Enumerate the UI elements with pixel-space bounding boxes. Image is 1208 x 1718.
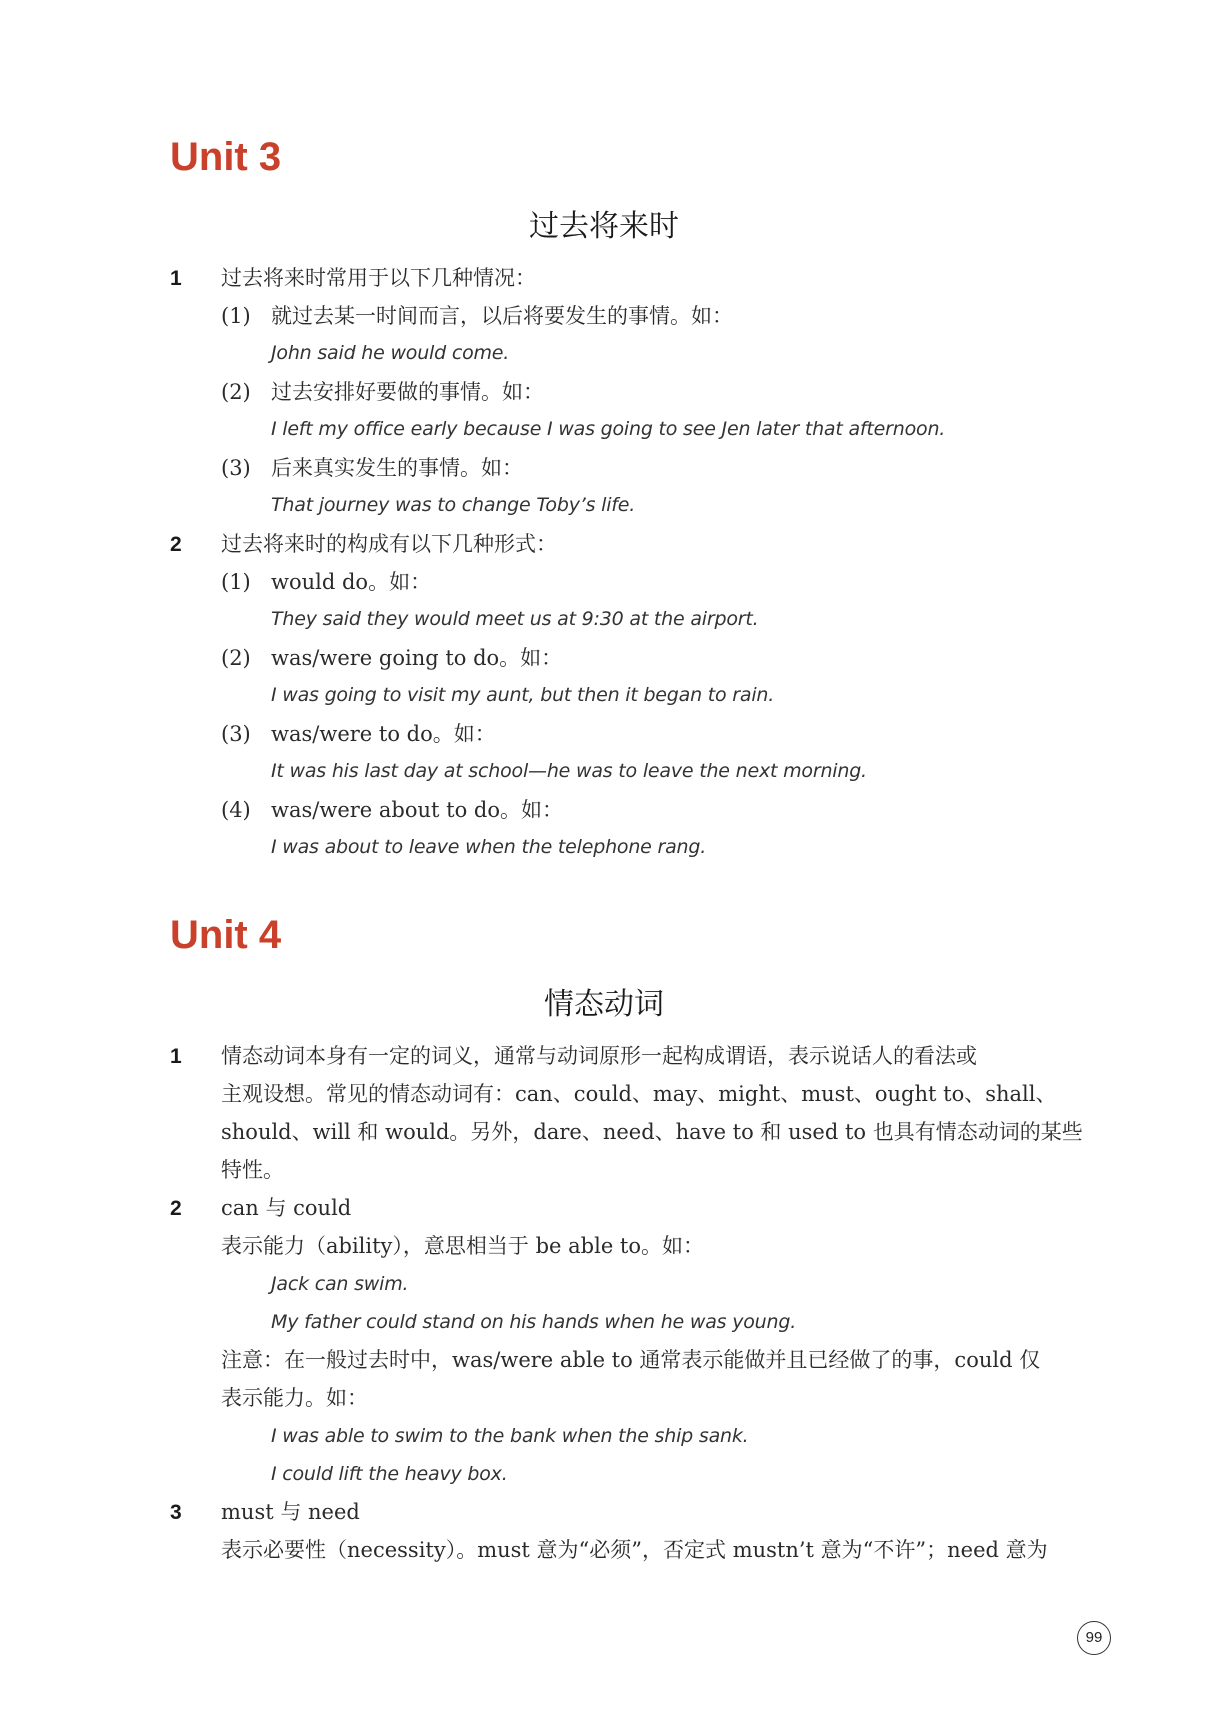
unit-3-point-1-text: 过去将来时常用于以下几种情况： [221, 266, 536, 290]
unit-3-point-2-item-1-example: They said they would meet us at 9:30 at the airport. [271, 608, 759, 630]
unit-4-point-2-example-1: Jack can swim. [271, 1273, 409, 1295]
unit-4-point-3-number: 3 [170, 1501, 182, 1524]
unit-4-point-2-note-line-1: 注意：在一般过去时中，was/were able to 通常表示能做并且已经做了的事，could 仅 [221, 1348, 1041, 1372]
unit-4-point-1-line-3: should、will 和 would。另外，dare、need、have to 和 used to 也具有情态动词的某些 [221, 1120, 1083, 1144]
unit-3-point-2-item-4-label: (4) [221, 798, 251, 822]
unit-4-point-1-line-2: 主观设想。常见的情态动词有：can、could、may、might、must、ought to、shall、 [221, 1082, 1057, 1106]
unit-3-point-2-item-1-text: would do。如： [271, 570, 432, 594]
unit-3-point-1-item-2-text: 过去安排好要做的事情。如： [271, 380, 544, 404]
unit-3-point-1-item-1-label: (1) [221, 304, 251, 328]
unit-4-point-1-line-4: 特性。 [221, 1158, 284, 1182]
unit-4-point-2-note-line-2: 表示能力。如： [221, 1386, 368, 1410]
unit-3-point-2-item-4-text: was/were about to do。如： [271, 798, 563, 822]
unit-3-point-1-item-3-example: That journey was to change Toby’s life. [271, 494, 636, 516]
unit-4-section-title: 情态动词 [544, 987, 664, 1022]
unit-3-point-1-item-2-example: I left my office early because I was going to see Jen later that afternoon. [271, 418, 946, 440]
unit-4-point-1-line-1: 情态动词本身有一定的词义，通常与动词原形一起构成谓语，表示说话人的看法或 [221, 1044, 977, 1068]
unit-3-point-2-item-4-example: I was about to leave when the telephone rang. [271, 836, 707, 858]
unit-4-point-2-example-2: My father could stand on his hands when he was young. [271, 1311, 797, 1333]
unit-3-point-1-number: 1 [170, 267, 182, 290]
page-number: 99 [1077, 1621, 1111, 1655]
unit-3-point-2-item-3-example: It was his last day at school—he was to leave the next morning. [271, 760, 867, 782]
unit-4-point-2-note-example-2: I could lift the heavy box. [271, 1463, 508, 1485]
unit-3-section-title: 过去将来时 [529, 209, 679, 244]
unit-3-point-2-item-2-text: was/were going to do。如： [271, 646, 563, 670]
unit-4-point-2-heading: can 与 could [221, 1196, 352, 1220]
unit-4-heading: Unit 4 [170, 913, 282, 957]
unit-3-point-2-item-1-label: (1) [221, 570, 251, 594]
unit-3-heading: Unit 3 [170, 135, 282, 179]
unit-4-point-2-number: 2 [170, 1197, 182, 1220]
unit-4-point-2-note-example-1: I was able to swim to the bank when the ship sank. [271, 1425, 749, 1447]
unit-4-point-1-number: 1 [170, 1045, 182, 1068]
unit-3-point-1-item-1-example: John said he would come. [271, 342, 510, 364]
unit-4-point-3-intro: 表示必要性（necessity）。must 意为“必须”，否定式 mustn’t 意为“不许”；need 意为 [221, 1538, 1048, 1562]
unit-3-point-1-item-3-label: (3) [221, 456, 251, 480]
unit-3-point-1-item-2-label: (2) [221, 380, 251, 404]
unit-3-point-2-item-3-label: (3) [221, 722, 251, 746]
unit-3-point-2-item-2-example: I was going to visit my aunt, but then it began to rain. [271, 684, 775, 706]
unit-3-point-1-item-1-text: 就过去某一时间而言，以后将要发生的事情。如： [271, 304, 733, 328]
unit-3-point-2-item-2-label: (2) [221, 646, 251, 670]
unit-4-point-3-heading: must 与 need [221, 1500, 360, 1524]
unit-3-point-1-item-3-text: 后来真实发生的事情。如： [271, 456, 523, 480]
unit-3-point-2-text: 过去将来时的构成有以下几种形式： [221, 532, 557, 556]
unit-4-point-2-intro: 表示能力（ability），意思相当于 be able to。如： [221, 1234, 704, 1258]
unit-3-point-2-item-3-text: was/were to do。如： [271, 722, 496, 746]
unit-3-point-2-number: 2 [170, 533, 182, 556]
